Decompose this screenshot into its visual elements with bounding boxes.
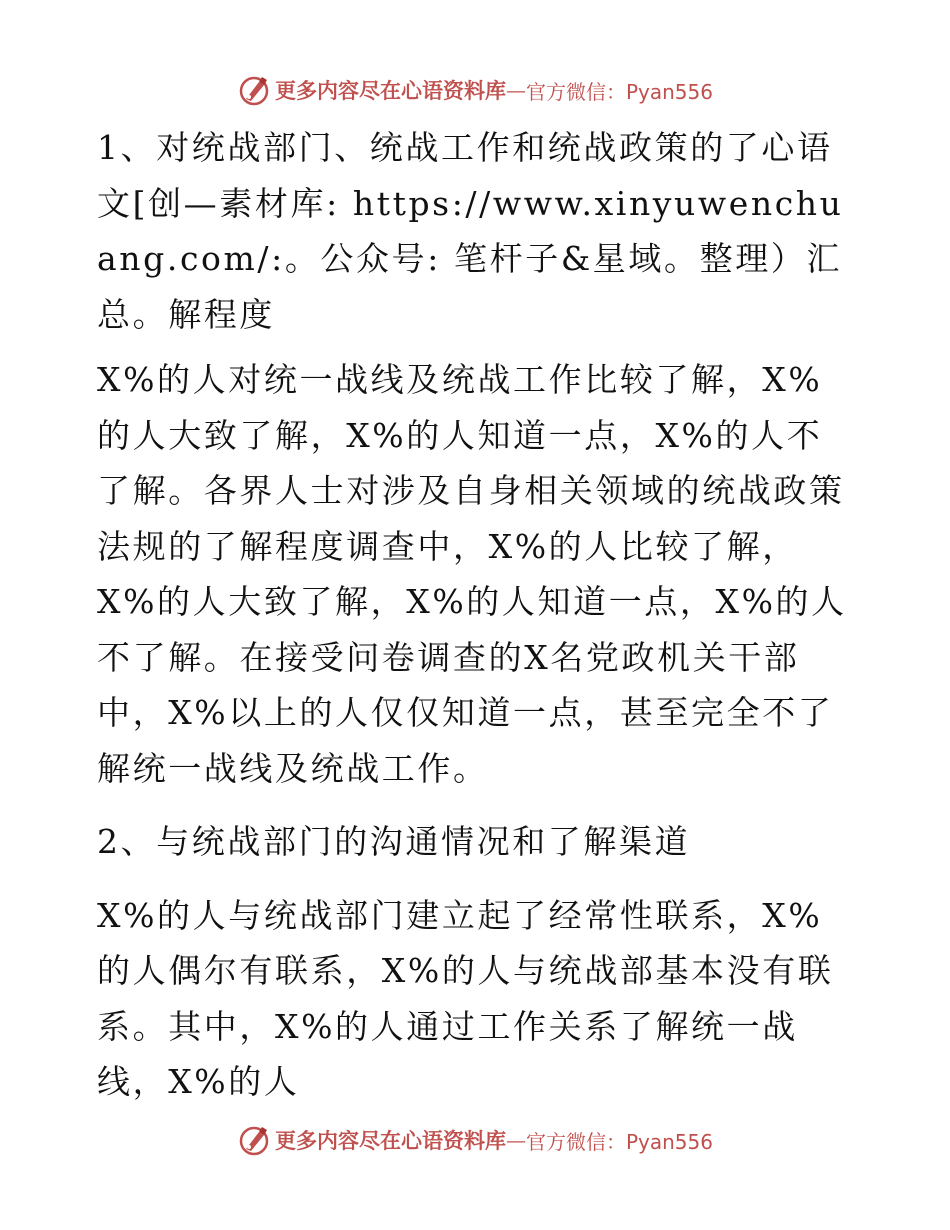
pen-logo-icon (237, 73, 271, 107)
header-banner (0, 70, 950, 110)
footer-banner-dash: — (505, 1128, 526, 1152)
paragraph-1: X%的人对统一战线及统战工作比较了解，X%的人大致了解，X%的人知道一点，X%的人不了解。各界人士对涉及自身相关领域的统战政策法规的了解程度调查中，X%的人比较了解，X%的人大致了解，X%的人知道一点，X%的人不了解。在接受问卷调查的X名党政机关干部中，X%以上的人仅仅知道一点，甚至完全不了解统一战线及统战工作。 (97, 360, 847, 788)
section-heading-1: 1、对统战部门、统战工作和统战政策的了心语文[创—素材库: https://www.xinyuwenchuang.com/:。公众号: 笔杆子&星域。整理）汇总。解程度 (97, 128, 844, 334)
footer-wechat-id: 官方微信：Pyan556 (525, 1129, 713, 1154)
footer-banner-text: 更多内容尽在心语资料库 (274, 1128, 506, 1153)
pen-logo-icon (237, 1123, 271, 1157)
paragraph-2: X%的人与统战部门建立起了经常性联系，X%的人偶尔有联系，X%的人与统战部基本没有联系。其中，X%的人通过工作关系了解统一战线，X%的人 (97, 895, 834, 1101)
footer-banner (0, 1120, 950, 1160)
header-banner-dash: — (505, 78, 526, 102)
header-wechat-id: 官方微信：Pyan556 (525, 79, 713, 104)
document-body (97, 120, 857, 1128)
section-heading-2: 2、与统战部门的沟通情况和了解渠道 (97, 822, 691, 861)
header-banner-text: 更多内容尽在心语资料库 (274, 78, 506, 103)
